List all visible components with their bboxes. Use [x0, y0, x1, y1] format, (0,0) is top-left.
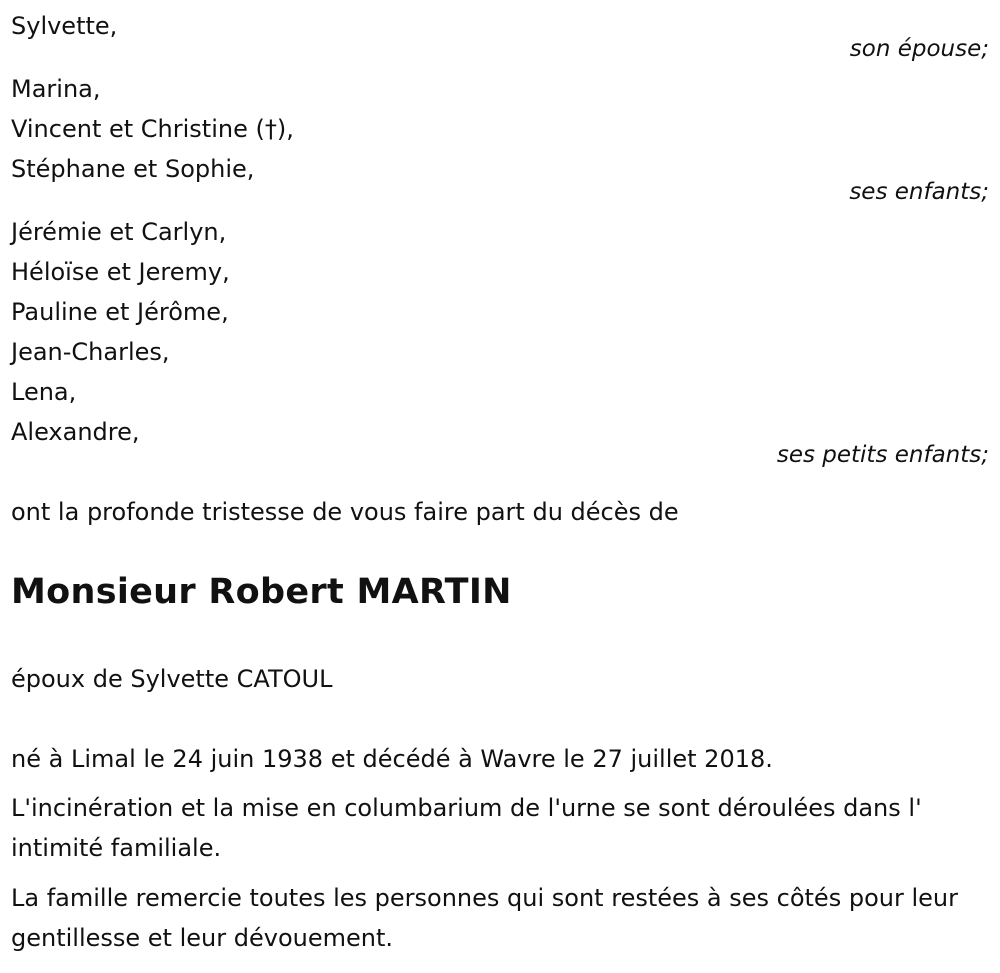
children-role: ses enfants; [849, 179, 989, 205]
grandchild-name: Alexandre, [11, 418, 140, 446]
spouse-role: son épouse; [849, 36, 989, 62]
grandchild-name: Lena, [11, 378, 77, 406]
deceased-name: Monsieur Robert MARTIN [11, 572, 512, 612]
birth-death-text: né à Limal le 24 juin 1938 et décédé à Wavre le 27 juillet 2018. [11, 745, 773, 773]
grandchild-name: Jérémie et Carlyn, [11, 218, 227, 246]
grandchild-name: Pauline et Jérôme, [11, 298, 229, 326]
child-name: Vincent et Christine (†), [11, 115, 294, 143]
child-name: Stéphane et Sophie, [11, 155, 255, 183]
announcement-text: ont la profonde tristesse de vous faire part du décès de [11, 498, 679, 526]
ceremony-text: L'incinération et la mise en columbarium de l'urne se sont déroulées dans l' intimité familiale. [11, 794, 922, 862]
grandchildren-role: ses petits enfants; [776, 442, 989, 468]
spouse-of-text: époux de Sylvette CATOUL [11, 665, 333, 693]
grandchild-name: Héloïse et Jeremy, [11, 258, 230, 286]
thanks-text: La famille remercie toutes les personnes qui sont restées à ses côtés pour leur gentillesse et leur dévouement. [11, 884, 958, 952]
grandchild-name: Jean-Charles, [11, 338, 170, 366]
child-name: Marina, [11, 75, 101, 103]
spouse-name: Sylvette, [11, 12, 118, 40]
